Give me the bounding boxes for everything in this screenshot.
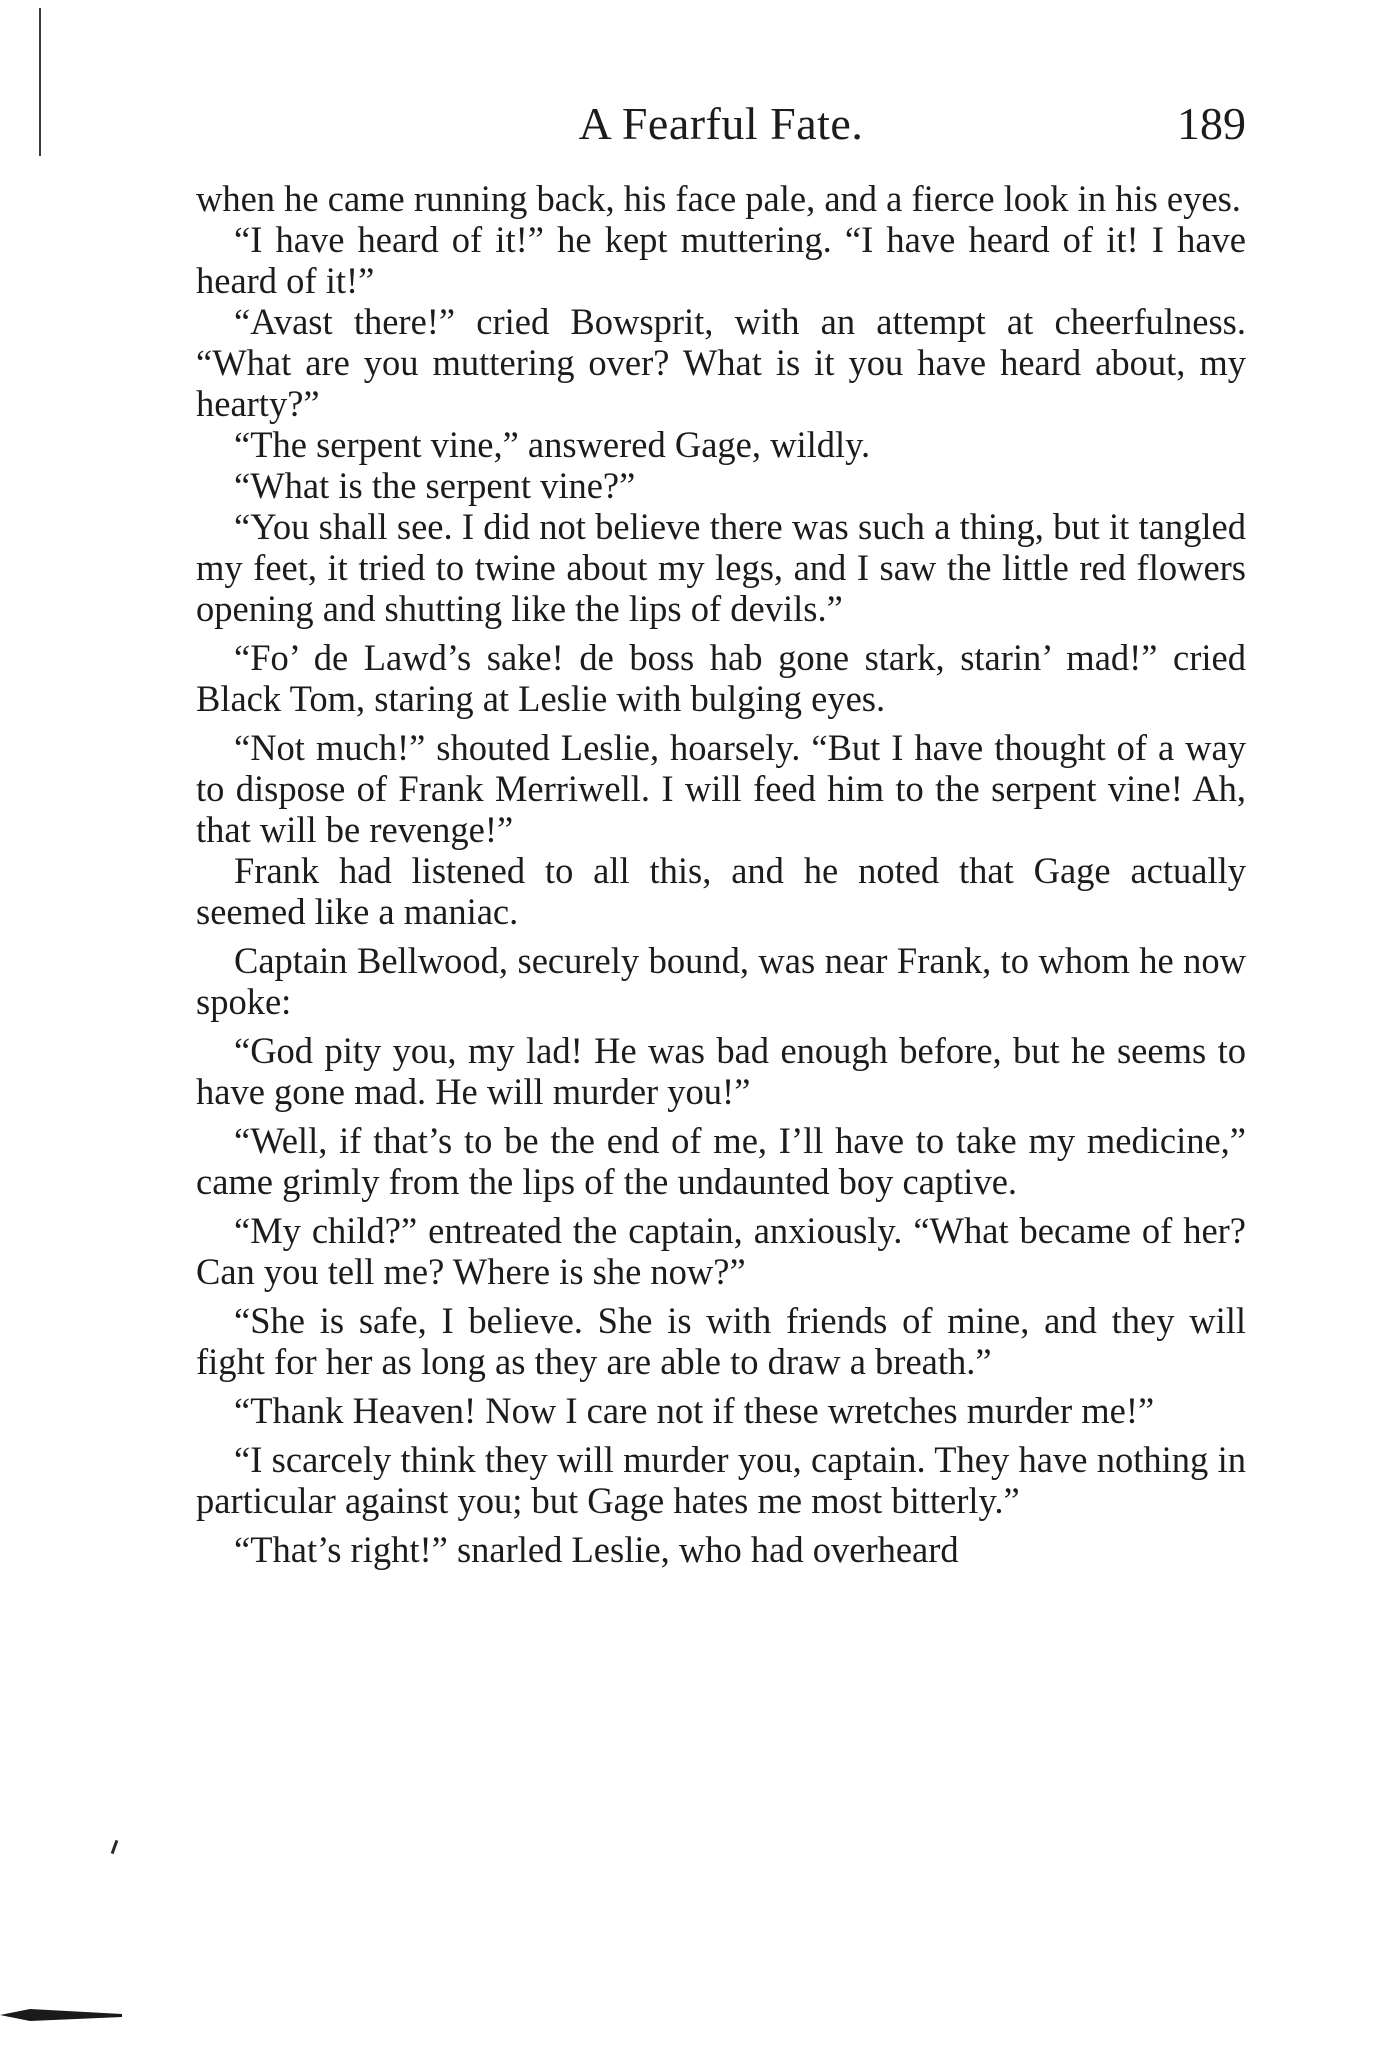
paragraph: “That’s right!” snarled Leslie, who had overheard <box>234 1529 959 1570</box>
paragraph: “I scarcely think they will murder you, captain. They have nothing in particular against you; but Gage hates me most bitterly.” <box>196 1439 1246 1521</box>
paragraph: Captain Bellwood, securely bound, was near Frank, to whom he now spoke: <box>196 940 1246 1022</box>
paragraph: “God pity you, my lad! He was bad enough before, but he seems to have gone mad. He will murder you!” <box>196 1030 1246 1112</box>
scan-margin-rule <box>39 8 41 156</box>
paragraph: Frank had listened to all this, and he noted that Gage actually seemed like a maniac. <box>196 850 1246 932</box>
paragraph: “Avast there!” cried Bowsprit, with an attempt at cheerfulness. “What are you muttering over? What is it you have heard about, my hearty?” <box>196 301 1246 424</box>
page-number: 189 <box>1177 98 1246 149</box>
paragraph: “My child?” entreated the captain, anxiously. “What became of her? Can you tell me? Where is she now?” <box>196 1210 1246 1292</box>
running-head <box>196 92 1246 156</box>
paragraph: “What is the serpent vine?” <box>234 465 636 506</box>
paragraph: when he came running back, his face pale, and a fierce look in his eyes. <box>196 178 1241 219</box>
margin-mark <box>111 1840 119 1854</box>
paragraph: “The serpent vine,” answered Gage, wildly. <box>234 424 871 465</box>
paragraph: “I have heard of it!” he kept muttering. “I have heard of it! I have heard of it!” <box>196 219 1246 301</box>
paragraph: “Well, if that’s to be the end of me, I’ll have to take my medicine,” came grimly from the lips of the undaunted boy captive. <box>196 1120 1246 1202</box>
chapter-title: A Fearful Fate. <box>578 98 864 149</box>
paragraph: “Fo’ de Lawd’s sake! de boss hab gone stark, starin’ mad!” cried Black Tom, staring at Leslie with bulging eyes. <box>196 637 1246 719</box>
paragraph: “Not much!” shouted Leslie, hoarsely. “But I have thought of a way to dispose of Frank Merriwell. I will feed him to the serpent vine! Ah, that will be revenge!” <box>196 727 1246 850</box>
paragraph: “You shall see. I did not believe there was such a thing, but it tangled my feet, it tried to twine about my legs, and I saw the little red flowers opening and shutting like the lips of devils.” <box>196 506 1246 629</box>
corner-pointer-mark <box>0 2008 122 2022</box>
body-text <box>196 178 1246 1570</box>
paragraph: “Thank Heaven! Now I care not if these wretches murder me!” <box>234 1390 1155 1431</box>
paragraph: “She is safe, I believe. She is with friends of mine, and they will fight for her as long as they are able to draw a breath.” <box>196 1300 1246 1382</box>
